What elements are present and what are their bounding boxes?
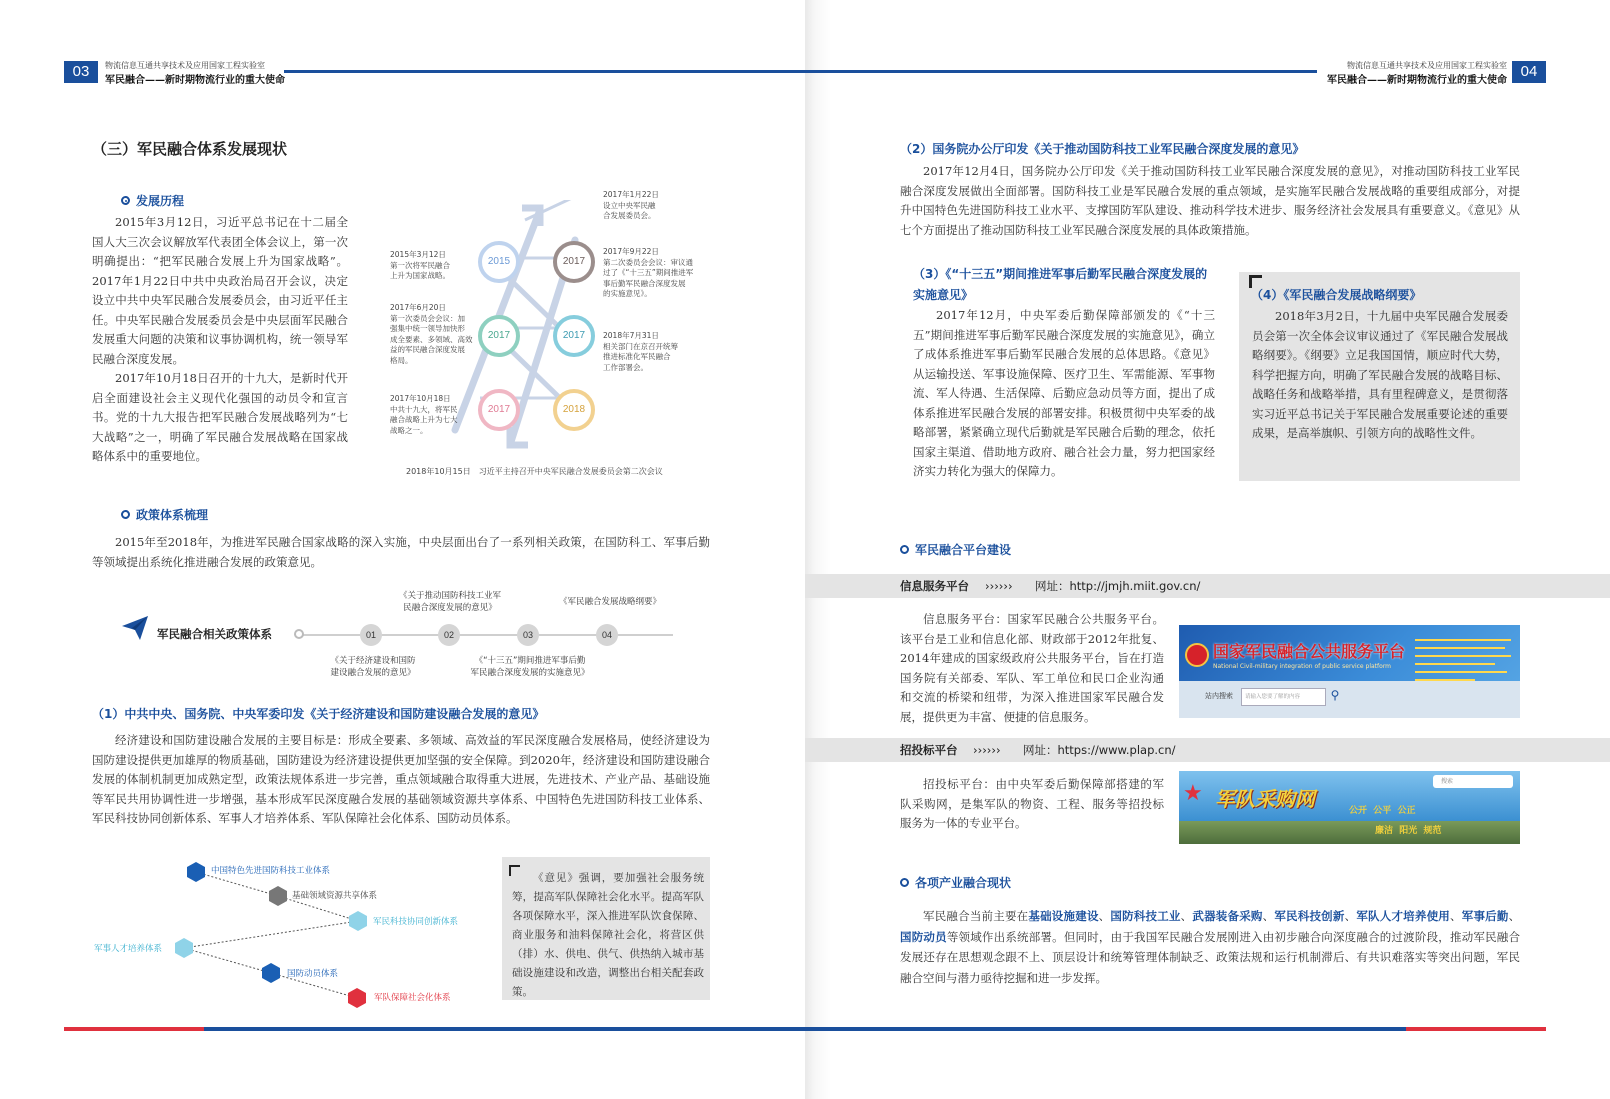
footer-stripe-blue <box>204 1027 805 1031</box>
history-para-1: 2015年3月12日，习近平总书记在十二届全国人大三次会议解放军代表团全体会议上，第一次明确提出：“把军民融合发展上升为国家战略”。2017年1月22日中共中央政治局召开会议，决定设立中共中央军民融合发展委员会，由习近平任主任。中央军民融合发展委员会是中央层面军民融合发展重大问题的决策和议事协调机构，统一领导军民融合深度发展。 <box>92 215 348 366</box>
info-platform-bar <box>805 574 1610 598</box>
industry-highlight: 军队人才培养使用 <box>1356 909 1451 923</box>
banner1-search-input[interactable]: 请输入您要了解的内容 <box>1241 688 1326 706</box>
bid-platform-label: 招投标平台 <box>900 743 958 757</box>
bid-platform-para: 招投标平台：由中央军委后勤保障部搭建的军队采购网，是集军队的物资、工程、服务等招投标服务为一体的专业平台。 <box>900 777 1164 830</box>
timeline-caption: 2018年10月15日 习近平主持召开中央军民融合发展委员会第二次会议 <box>406 467 663 476</box>
network-node-6: 军队保障社会化体系 <box>374 993 451 1003</box>
bid-platform-banner[interactable] <box>1179 771 1520 844</box>
timeline-event-3: 2017年9月22日 第二次委员会会议：审议通 过了《“十三五”期间推进军 事后勤军民融合深度发展 的实施意见》。 <box>603 247 694 298</box>
item4-para: 2018年3月2日，十九届中央军民融合发展委员会第一次全体会议审议通过了《军民融合发展战略纲要》。《纲要》立足我国国情，顺应时代大势，科学把握方向，明确了军民融合发展的战略目标、战略任务和战略举措，具有里程碑意义，是贯彻落实习近平总书记关于军民融合发展重要论述的重要成果，是高举旗帜、引领方向的战略性文件。 <box>1252 309 1508 440</box>
industry-highlight: 军民科技创新 <box>1274 909 1345 923</box>
item2-para: 2017年12月4日，国务院办公厅印发《关于推动国防科技工业军民融合深度发展的意见》，对推动国防科技工业军民融合深度发展做出全面部署。国防科技工业是军民融合发展的重点领域，是实施军民融合发展战略的重要组成部分，对提升中国特色先进国防科技工业水平、支撑国防军队建设、推动科学技术进步、服务经济社会发展具有重要意义。《意见》从七个方面提出了推动国防科技工业军民融合深度发展的具体政策措施。 <box>900 164 1520 237</box>
banner1-search-strip <box>1179 681 1520 718</box>
timeline-event-1: 2015年3月12日 第一次将军民融合 上升为国家战略。 <box>390 250 450 280</box>
national-emblem-icon <box>1185 643 1209 667</box>
banner1-search-label: 站内搜索 <box>1205 692 1233 700</box>
banner1-subtitle: National Civil-military integration of public service platform <box>1213 663 1392 670</box>
policy-node-02: 02 <box>438 624 460 646</box>
policy-para: 2015年至2018年，为推进军民融合国家战略的深入实施，中央层面出台了一系列相关政策，在国防科工、军事后勤等领域提出系统化推进融合发展的政策意见。 <box>92 535 710 569</box>
banner1-title: 国家军民融合公共服务平台 <box>1213 642 1406 661</box>
industry-highlight: 基础设施建设 <box>1028 909 1099 923</box>
industry-sep: 、 <box>1262 909 1275 923</box>
banner2-search-input[interactable]: 搜索 <box>1433 775 1513 788</box>
arrows-icon: ›››››› <box>973 743 1001 757</box>
industry-rest: 等领域作出系统部署。但同时，由于我国军民融合发展刚进入由初步融合向深度融合的过渡阶段，推动军民融合发展还存在思想观念跟不上、顶层设计和统筹管理体制缺乏、政策法规和运行机制滞后、有共识难落实等突出问题，军民融合空间与潜力亟待挖掘和进一步发挥。 <box>900 929 1520 985</box>
footer-stripe-blue-right <box>805 1027 1406 1031</box>
timeline-node-2018: 2018 <box>553 389 595 431</box>
item1-title: （1）中共中央、国务院、中央军委印发《关于经济建设和国防建设融合发展的意见》 <box>92 707 545 721</box>
industry-highlight: 国防动员 <box>900 929 947 944</box>
industry-highlight: 国防科技工业 <box>1110 909 1181 923</box>
history-heading <box>121 192 184 209</box>
info-platform-para: 信息服务平台：国家军民融合公共服务平台。该平台是工业和信息化部、财政部于2012年批复、2014年建成的国家级政府公共服务平台，旨在打造国务院有关部委、军队、军工单位和民口企业沟通和交流的桥梁和纽带，为深入推进国家军民融合发展，提供更为丰富、便捷的信息服务。 <box>900 612 1164 724</box>
timeline-node-2017d: 2017 <box>478 389 520 431</box>
right-page <box>805 0 1610 1099</box>
industry-title: 各项产业融合现状 <box>915 876 1012 890</box>
industry-sep: 、 <box>1508 909 1521 923</box>
page-number-left: 03 <box>64 61 98 83</box>
banner2-slogan-2: 廉洁 阳光 规范 <box>1375 826 1442 836</box>
timeline-event-4: 2017年6月20日 第一次委员会会议：加 强集中统一领导加快形 成全要素、多领域、高效 益的军民融合深度发展 格局。 <box>390 303 473 365</box>
policy-system-label: 军民融合相关政策体系 <box>157 627 272 641</box>
policy-doc-bottom-1: 《关于经济建设和国防 建设融合发展的意见》 <box>330 656 416 678</box>
footer-stripe-red-right <box>1406 1027 1546 1031</box>
history-title: 发展历程 <box>136 194 185 208</box>
page-number-right: 04 <box>1512 61 1546 83</box>
header-lab-name: 物流信息互通共享技术及应用国家工程实验室 <box>105 61 265 70</box>
header-rule-right <box>805 70 1317 73</box>
policy-heading <box>121 506 208 523</box>
industry-highlight: 武器装备采购 <box>1192 909 1263 923</box>
policy-doc-top-1: 《关于推动国防科技工业军 民融合深度发展的意见》 <box>398 591 501 613</box>
footer-stripe-red <box>64 1027 204 1031</box>
banner2-title: 军队采购网 <box>1215 787 1315 811</box>
bullet-icon <box>900 878 909 887</box>
header-rule <box>284 70 805 73</box>
policy-title: 政策体系梳理 <box>136 508 209 522</box>
policy-doc-bottom-2: 《“十三五”期间推进军事后勤 军民融合深度发展的实施意见》 <box>470 656 590 678</box>
timeline-node-2017a: 2017 <box>553 241 595 283</box>
banner2-wall <box>1179 821 1520 844</box>
timeline-event-2: 2017年1月22日 设立中央军民融 合发展委员会。 <box>603 190 659 220</box>
industry-heading <box>900 874 1011 891</box>
quote-text: 《意见》强调，要加强社会服务统筹，提高军队保障社会化水平。提高军队各项保障水平，深入推进军队饮食保障、商业服务和油料保障社会化，将营区供（排）水、供电、供气、供热纳入城市基础设施建设和改造，调整出台相关配套政策。 <box>512 872 704 998</box>
timeline-node-2017b: 2017 <box>478 315 520 357</box>
quote-box <box>502 857 710 1000</box>
policy-node-04: 04 <box>596 624 618 646</box>
bullet-icon <box>900 545 909 554</box>
item1-para: 经济建设和国防建设融合发展的主要目标是：形成全要素、多领域、高效益的军民深度融合发展格局，使经济建设为国防建设提供更加雄厚的物质基础，国防建设为经济建设提供更加坚强的安全保障。到2020年，经济建设和国防建设融合发展的体制机制更加成熟定型，政策法规体系进一步完善，重点领域融合取得重大进展，先进技术、产业产品、基础设施等军民共用协调性进一步增强，基本形成军民深度融合发展的基础领域资源共享体系、中国特色先进国防科技工业体系、军民科技协同创新体系、军事人才培养体系、军队保障社会化体系、国防动员体系。 <box>92 733 710 825</box>
industry-sep: 、 <box>1344 909 1357 923</box>
item4-box <box>1239 272 1520 481</box>
history-para-2: 2017年10月18日召开的十九大，是新时代开启全面建设社会主义现代化强国的动员令和宣言书。党的十九大报告把军民融合发展战略列为“七大战略”之一，明确了军民融合发展战略在国家战略体系中的重要地位。 <box>92 371 348 463</box>
timeline-event-5: 2018年7月31日 相关部门在京召开统筹 推进标准化军民融合 工作部署会。 <box>603 331 678 372</box>
bid-platform-url[interactable]: 网址：https://www.plap.cn/ <box>1023 743 1176 757</box>
header-subtitle-right: 军民融合——新时期物流行业的重大使命 <box>1327 75 1507 86</box>
arrows-icon: ›››››› <box>985 579 1013 593</box>
item2-title: （2）国务院办公厅印发《关于推动国防科技工业军民融合深度发展的意见》 <box>900 142 1305 156</box>
industry-sep: 、 <box>1098 909 1111 923</box>
network-node-5: 国防动员体系 <box>287 969 339 979</box>
item3-para: 2017年12月，中央军委后勤保障部颁发的《“十三五”期间推进军事后勤军民融合深度发展的实施意见》，确立了成体系推进军事后勤军民融合发展的总体思路。《意见》从运输投送、军事设施保障、医疗卫生、军需能源、军事物流、军人待遇、生活保障、后勤应急动员等方面，提出了成体系推进军民融合发展的部署安排。积极贯彻中央军委的战略部署，紧紧确立现代后勤就是军民融合后勤的理念，依托国家主渠道、借助地方政府、融合社会力量，努力把国家经济实力转化为强大的保障力。 <box>913 308 1215 478</box>
policy-doc-top-2: 《军民融合发展战略纲要》 <box>558 597 661 607</box>
item3-title: （3）《“十三五”期间推进军事后勤军民融合深度发展的实施意见》 <box>913 267 1208 302</box>
banner2-slogan-1: 公开 公平 公正 <box>1349 806 1416 816</box>
bid-platform-bar <box>805 738 1610 762</box>
network-node-4: 军事人才培养体系 <box>94 944 163 954</box>
industry-highlight: 军事后勤 <box>1461 909 1509 923</box>
info-platform-url[interactable]: 网址：http://jmjh.miit.gov.cn/ <box>1035 579 1201 593</box>
info-platform-banner[interactable] <box>1179 625 1520 718</box>
industry-sep: 、 <box>1180 909 1193 923</box>
industry-sep: 、 <box>1450 909 1462 923</box>
timeline-node-2017c: 2017 <box>553 315 595 357</box>
info-platform-label: 信息服务平台 <box>900 579 969 593</box>
industry-para <box>900 906 1520 988</box>
bullet-icon <box>121 196 130 205</box>
policy-node-01: 01 <box>360 624 382 646</box>
platform-heading <box>900 541 1011 558</box>
timeline-event-6: 2017年10月18日 中共十九大，将军民 融合战略上升为七大 战略之一。 <box>390 394 458 435</box>
search-icon[interactable]: ⚲ <box>1330 688 1340 702</box>
policy-node-03: 03 <box>517 624 539 646</box>
industry-intro: 军民融合当前主要在 <box>923 909 1029 923</box>
paper-plane-icon <box>120 614 150 642</box>
network-node-3: 军民科技协同创新体系 <box>373 917 459 927</box>
bullet-icon <box>121 510 130 519</box>
header-subtitle: 军民融合——新时期物流行业的重大使命 <box>105 75 285 86</box>
section-title: （三）军民融合体系发展现状 <box>92 140 288 158</box>
star-icon: ★ <box>1183 781 1203 806</box>
timeline-node-2015: 2015 <box>478 241 520 283</box>
policy-line-start <box>294 629 304 639</box>
header-lab-name-right: 物流信息互通共享技术及应用国家工程实验室 <box>1347 61 1507 70</box>
platform-title: 军民融合平台建设 <box>915 543 1012 557</box>
network-node-2: 基础领域资源共享体系 <box>292 891 378 901</box>
network-node-1: 中国特色先进国防科技工业体系 <box>211 866 331 876</box>
item4-title: （4）《军民融合发展战略纲要》 <box>1251 288 1422 302</box>
system-network-diagram <box>90 858 490 1008</box>
